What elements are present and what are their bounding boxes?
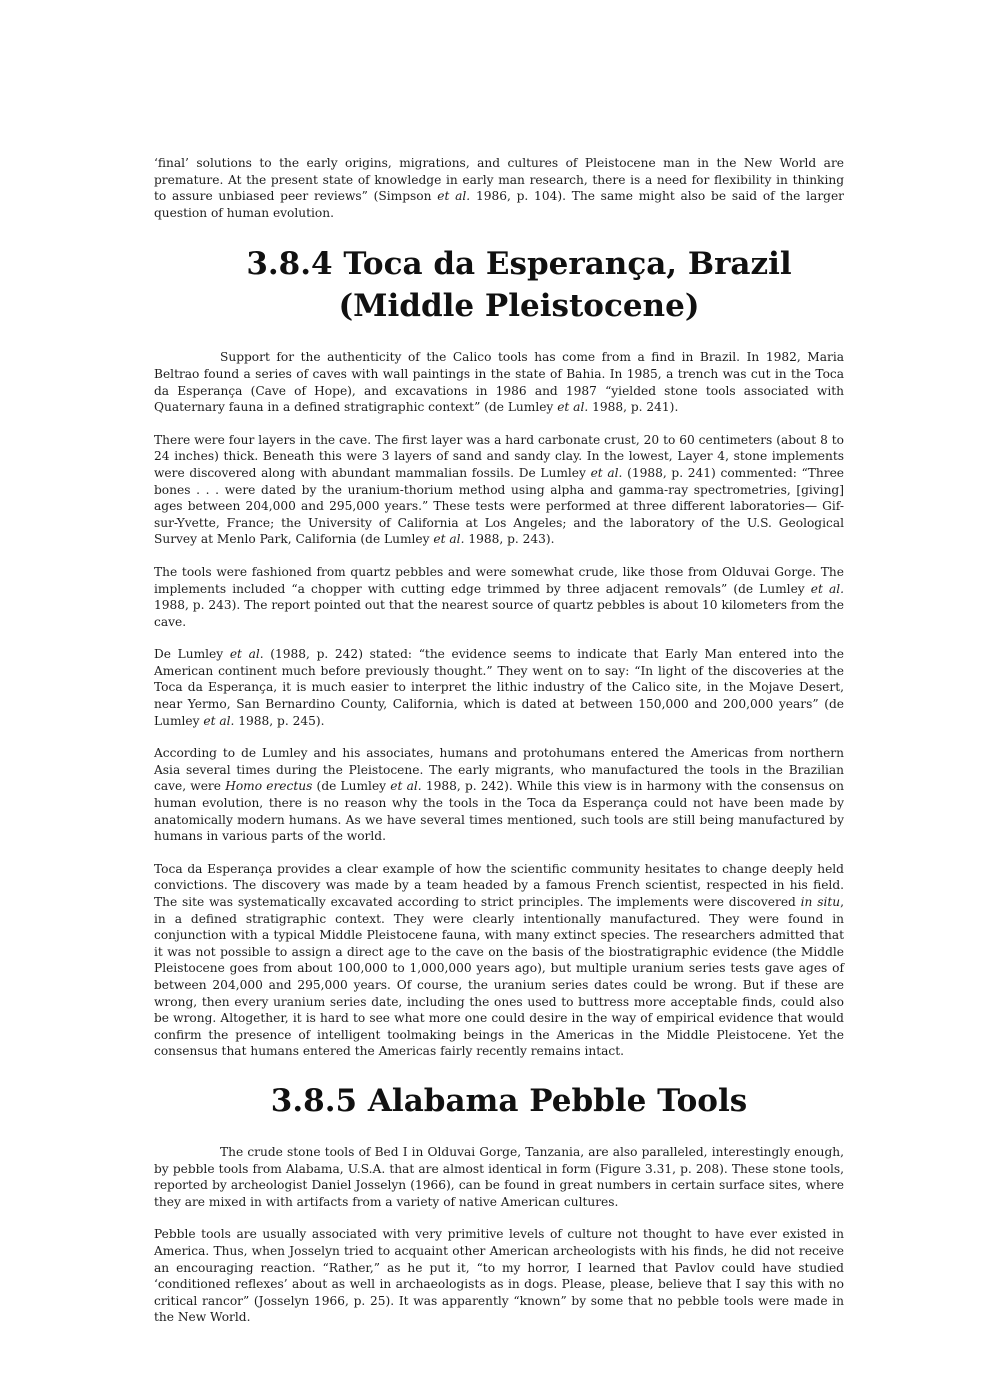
paragraph: De Lumley et al. (1988, p. 242) stated: “the evidence seems to indicate that Early Man entered into the American continent much before previously thought.” They went on to say: “In light of the discoveries at the Toca da Esperança, it is much easier to interpret the lithic industry of the Calico site, in the Mojave Desert, near Yermo, San Bernardino County, California, which is dated at between 150,000 and 200,000 years” (de Lumley et al. 1988, p. 245).: [154, 647, 844, 728]
paragraph: There were four layers in the cave. The first layer was a hard carbonate crust, 20 to 60 centimeters (about 8 to 24 inches) thick. Beneath this were 3 layers of sand and sandy clay. In the lowest, Layer 4, stone implements were discovered along with abundant mammalian fossils. De Lumley et al. (1988, p. 241) commented: “Three bones . . . were dated by the uranium-thorium method using alpha and gamma-ray spectrometries, [giving] ages between 204,000 and 295,000 years.” These tests were performed at three different laboratories— Gif-sur-Yvette, France; the University of California at Los Angeles; and the laboratory of the U.S. Geological Survey at Menlo Park, California (de Lumley et al. 1988, p. 243).: [154, 432, 844, 547]
document-page: [154, 155, 844, 1326]
paragraph: According to de Lumley and his associates, humans and protohumans entered the Americas from northern Asia several times during the Pleistocene. The early migrants, who manufactured the tools in the Brazilian cave, were Homo erectus (de Lumley et al. 1988, p. 242). While this view is in harmony with the consensus on human evolution, there is no reason why the tools in the Toca da Esperança could not have been made by anatomically modern humans. As we have several times mentioned, such tools are still being manufactured by humans in various parts of the world.: [154, 746, 844, 844]
section-heading-alabama-pebble-tools: 3.8.5 Alabama Pebble Tools: [270, 1082, 748, 1119]
paragraph: The tools were fashioned from quartz pebbles and were somewhat crude, like those from Olduvai Gorge. The implements included “a chopper with cutting edge trimmed by three adjacent removals” (de Lumley et al. 1988, p. 243). The report pointed out that the nearest source of quartz pebbles is about 10 kilometers from the cave.: [154, 564, 844, 629]
intro-paragraph: ‘final’ solutions to the early origins, migrations, and cultures of Pleistocene man in the New World are premature. At the present state of knowledge in early man research, there is a need for flexibility in thinking to assure unbiased peer reviews” (Simpson et al. 1986, p. 104). The same might also be said of the larger question of human evolution.: [154, 156, 844, 220]
section-heading-toca-da-esperanca: 3.8.4 Toca da Esperança, Brazil (Middle Pleistocene): [246, 246, 792, 325]
paragraph: The crude stone tools of Bed I in Olduvai Gorge, Tanzania, are also paralleled, interestingly enough, by pebble tools from Alabama, U.S.A. that are almost identical in form (Figure 3.31, p. 208). These stone tools, reported by archeologist Daniel Josselyn (1966), can be found in great numbers in certain surface sites, where they are mixed in with artifacts from a variety of native American cultures.: [154, 1144, 844, 1209]
paragraph: Toca da Esperança provides a clear example of how the scientific community hesitates to change deeply held convictions. The discovery was made by a team headed by a famous French scientist, respected in his field. The site was systematically excavated according to strict principles. The implements were discovered in situ, in a defined stratigraphic context. They were clearly intentionally manufactured. They were found in conjunction with a typical Middle Pleistocene fauna, with many extinct species. The researchers admitted that it was not possible to assign a direct age to the cave on the basis of the biostratigraphic evidence (the Middle Pleistocene goes from about 100,000 to 1,000,000 years ago), but multiple uranium series tests gave ages of between 204,000 and 295,000 years. Of course, the uranium series dates could be wrong. But if these are wrong, then every uranium series date, including the ones used to buttress more acceptable finds, could also be wrong. Altogether, it is hard to see what more one could desire in the way of empirical evidence that would confirm the presence of intelligent toolmaking beings in the Americas in the Middle Pleistocene. Yet the consensus that humans entered the Americas fairly recently remains intact.: [154, 861, 844, 1059]
paragraph: Support for the authenticity of the Calico tools has come from a find in Brazil. In 1982, Maria Beltrao found a series of caves with wall paintings in the state of Bahia. In 1985, a trench was cut in the Toca da Esperança (Cave of Hope), and excavations in 1986 and 1987 “yielded stone tools associated with Quaternary fauna in a defined stratigraphic context” (de Lumley et al. 1988, p. 241).: [154, 350, 844, 415]
paragraph: Pebble tools are usually associated with very primitive levels of culture not thought to have ever existed in America. Thus, when Josselyn tried to acquaint other American archeologists with his finds, he did not receive an encouraging reaction. “Rather,” as he put it, “to my horror, I learned that Pavlov could have studied ‘conditioned reflexes’ about as well in archaeologists as in dogs. Please, please, believe that I say this with no critical rancor” (Josselyn 1966, p. 25). It was apparently “known” by some that no pebble tools were made in the New World.: [154, 1227, 844, 1325]
